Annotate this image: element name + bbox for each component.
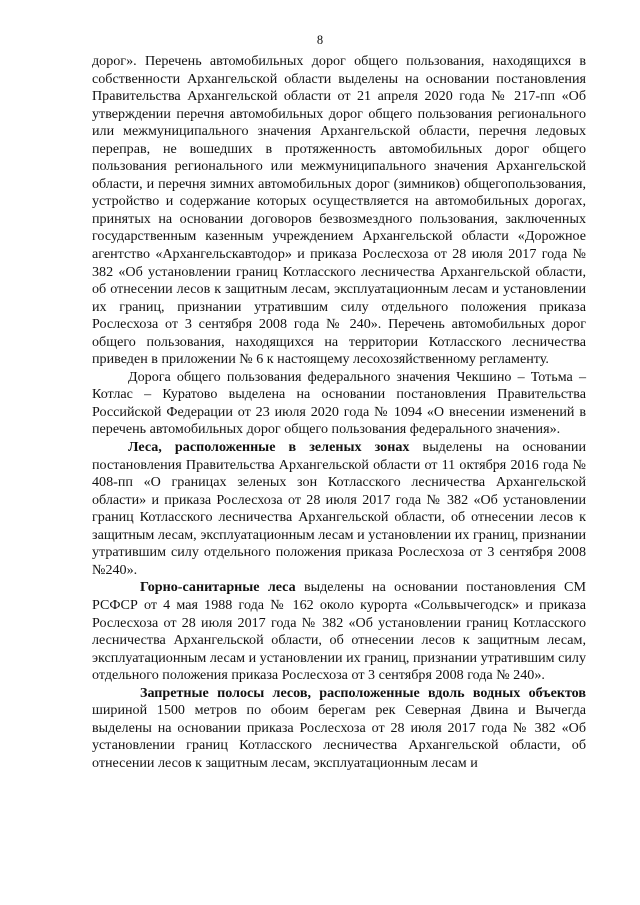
paragraph-roads-regional	[92, 53, 586, 369]
paragraph-mountain-sanitary	[92, 579, 586, 684]
page-number: 8	[316, 33, 324, 47]
paragraph-green-zones	[92, 439, 586, 579]
paragraph-forbidden-strips	[92, 685, 586, 773]
paragraph-text: выделены на основании постановления СМ РСФСР от 4 мая 1988 года № 162 около курорта «Сольвычегодск» и приказа Рослесхоза от 28 июля 2017 года № 382 «Об установлении границ Котласского лесничества Архангельской области, об отнесении лесов к защитным лесам, эксплуатационным лесам и установлении их границ, признании утратившим силу отдельного положения приказа Рослесхоза от 3 сентября 2008 года № 240».	[92, 579, 586, 684]
document-body	[92, 53, 586, 772]
paragraph-lead-bold: Запретные полосы лесов, расположенные вдоль водных объектов	[140, 684, 586, 701]
paragraph-text: дорог». Перечень автомобильных дорог общего пользования, находящихся в собственности Архангельской области выделены на основании постановления Правительства Архангельской области от 21 апреля 2020 года № 217-пп «Об утверждении перечня автомобильных дорог общего пользования регионального или межмуниципального значения Архангельской области, перечня ледовых переправ, не вошедших в протяженность автомобильных дорог общего пользования регионального или межмуниципального значения Архангельской области, и перечня зимних автомобильных дорог (зимников) общегопользования, устройство и содержание которых осуществляется на автомобильных дорогах, принятых на основании договоров безвозмездного пользования, заключенных государственным казенным учреждением Архангельской области «Дорожное агентство «Архангельскавтодор» и приказа Рослесхоза от 28 июля 2017 года № 382 «Об установлении границ Котласского лесничества Архангельской области, об отнесении лесов к защитным лесам, эксплуатационным лесам и установлении их границ, признании утратившим силу отдельного положения приказа Рослесхоза от 3 сентября 2008 года № 240». Перечень автомобильных дорог общего пользования, находящихся на территории Котласского лесничества приведен в приложении № 6 к настоящему лесохозяйственному регламенту.	[92, 53, 586, 368]
paragraph-road-federal	[92, 369, 586, 439]
paragraph-lead-bold: Горно-санитарные леса	[140, 579, 296, 596]
paragraph-text: шириной 1500 метров по обоим берегам рек Северная Двина и Вычегда выделены на основании приказа Рослесхоза от 28 июля 2017 года № 382 «Об установлении границ Котласского лесничества Архангельской области, об отнесении лесов к защитным лесам, эксплуатационным лесам и	[92, 702, 586, 771]
paragraph-text: выделены на основании постановления Правительства Архангельской области от 11 октября 2016 года № 408-пп «О границах зеленых зон Котласского лесничества Архангельской области» и приказа Рослесхоза от 28 июля 2017 года № 382 «Об установлении границ Котласского лесничества Архангельской области, об отнесении лесов к защитным лесам, эксплуатационным лесам и установлении их границ, признании утратившим силу отдельного положения приказа Рослесхоза от 3 сентября 2008 №240».	[92, 439, 586, 578]
paragraph-text: Дорога общего пользования федерального значения Чекшино – Тотьма – Котлас – Куратово выделена на основании постановления Правительства Российской Федерации от 23 июля 2020 года № 1094 «О внесении изменений в перечень автомобильных дорог общего пользования федерального значения».	[92, 368, 586, 438]
paragraph-lead-bold: Леса, расположенные в зеленых зонах	[128, 439, 410, 456]
